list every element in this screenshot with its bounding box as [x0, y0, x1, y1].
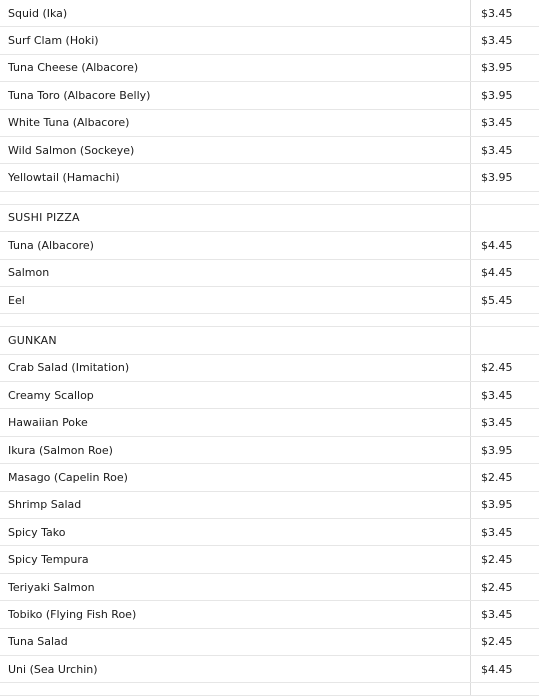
item-price: $3.45 [481, 143, 513, 157]
item-price: $3.95 [481, 443, 513, 457]
item-name: Uni (Sea Urchin) [0, 656, 471, 682]
menu-row [0, 519, 539, 546]
item-price: $2.45 [481, 553, 513, 567]
item-price: $3.45 [481, 116, 513, 130]
menu-row [0, 27, 539, 54]
menu-row [0, 629, 539, 656]
menu-row [0, 55, 539, 82]
item-price: $2.45 [481, 635, 513, 649]
item-price: $3.45 [481, 416, 513, 430]
menu-row [0, 260, 539, 287]
item-name: Tuna Toro (Albacore Belly) [0, 82, 471, 108]
item-name: Yellowtail (Hamachi) [0, 164, 471, 190]
item-name: White Tuna (Albacore) [0, 110, 471, 136]
item-name: Spicy Tako [0, 519, 471, 545]
item-price: $3.45 [481, 34, 513, 48]
menu-row [0, 546, 539, 573]
item-name: Squid (Ika) [0, 0, 471, 26]
section-price-cell [471, 327, 539, 353]
item-price: $4.45 [481, 238, 513, 252]
spacer-row [0, 192, 539, 205]
spacer-row [0, 314, 539, 327]
item-price: $5.45 [481, 293, 513, 307]
item-price: $3.95 [481, 498, 513, 512]
spacer-cell [471, 314, 539, 326]
menu-row [0, 137, 539, 164]
item-price: $4.45 [481, 662, 513, 676]
spacer-cell [471, 192, 539, 204]
item-name: Salmon [0, 260, 471, 286]
item-name: Hawaiian Poke [0, 409, 471, 435]
item-price: $3.45 [481, 6, 513, 20]
spacer-row [0, 683, 539, 696]
menu-row [0, 110, 539, 137]
item-price: $2.45 [481, 361, 513, 375]
menu-row [0, 355, 539, 382]
menu-row [0, 464, 539, 491]
item-name: Ikura (Salmon Roe) [0, 437, 471, 463]
item-name: Creamy Scallop [0, 382, 471, 408]
section-price-cell [471, 205, 539, 231]
item-price: $2.45 [481, 470, 513, 484]
section-title: GUNKAN [0, 327, 471, 353]
item-name: Tuna (Albacore) [0, 232, 471, 258]
item-name: Shrimp Salad [0, 492, 471, 518]
item-price: $2.45 [481, 580, 513, 594]
spacer-cell [0, 192, 471, 204]
section-header-row [0, 327, 539, 354]
item-price: $3.95 [481, 171, 513, 185]
item-price: $3.45 [481, 607, 513, 621]
item-name: Tuna Cheese (Albacore) [0, 55, 471, 81]
spacer-cell [471, 683, 539, 695]
menu-row [0, 287, 539, 314]
menu-row [0, 656, 539, 683]
section-title: SUSHI PIZZA [0, 205, 471, 231]
item-name: Tuna Salad [0, 629, 471, 655]
item-price: $4.45 [481, 266, 513, 280]
menu-row [0, 574, 539, 601]
item-name: Crab Salad (Imitation) [0, 355, 471, 381]
item-name: Teriyaki Salmon [0, 574, 471, 600]
menu-row [0, 164, 539, 191]
item-price: $3.95 [481, 61, 513, 75]
spacer-cell [0, 683, 471, 695]
menu-row [0, 437, 539, 464]
item-price: $3.45 [481, 525, 513, 539]
section-header-row [0, 205, 539, 232]
menu-row [0, 82, 539, 109]
spacer-cell [0, 314, 471, 326]
item-price: $3.45 [481, 388, 513, 402]
item-price: $3.95 [481, 88, 513, 102]
menu-row [0, 232, 539, 259]
item-name: Eel [0, 287, 471, 313]
menu-row [0, 382, 539, 409]
item-name: Wild Salmon (Sockeye) [0, 137, 471, 163]
item-name: Surf Clam (Hoki) [0, 27, 471, 53]
item-name: Spicy Tempura [0, 546, 471, 572]
menu-row [0, 0, 539, 27]
menu-row [0, 492, 539, 519]
item-name: Masago (Capelin Roe) [0, 464, 471, 490]
menu-row [0, 409, 539, 436]
item-name: Tobiko (Flying Fish Roe) [0, 601, 471, 627]
menu-row [0, 601, 539, 628]
